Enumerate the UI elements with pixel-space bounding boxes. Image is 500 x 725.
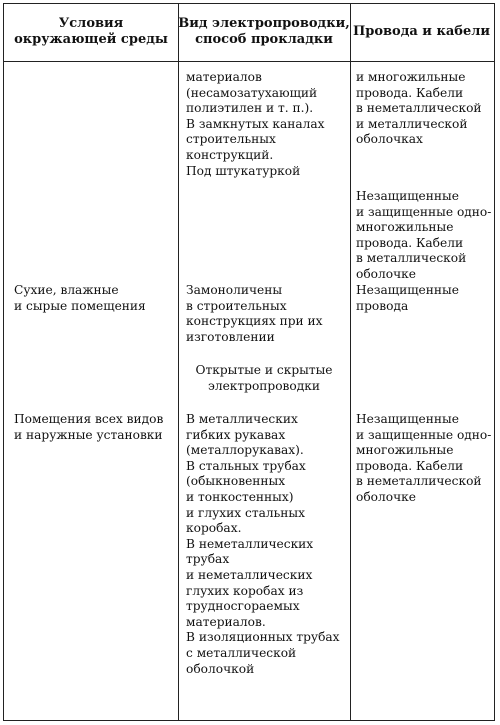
text-line: трубах [186,552,230,567]
text-line: и неметаллических [186,567,313,582]
text-line: и тонкостенных) [186,489,294,504]
text-line: и наружные установки [14,427,163,442]
text-line: материалов [186,70,262,84]
environment-block-2 [14,412,163,443]
header-wiring-line1: Вид электропроводки, [178,16,350,31]
wiring-block-2 [186,283,323,345]
text-line: провода. Кабели [356,458,464,473]
text-line: В стальных трубах [186,458,306,473]
text-line: и сырые помещения [14,298,146,313]
text-line: с металлической [186,645,297,660]
text-line: и защищенные одно- [356,427,492,442]
text-line: оболочке [356,266,416,281]
column-divider-1 [178,4,179,720]
text-line: провода. Кабели [356,235,464,250]
header-environment-line1: Условия [58,16,124,31]
text-line: В металлических [186,412,298,426]
column-divider-2 [350,4,351,720]
text-line: (несамозатухающий [186,85,318,100]
text-line: коробах. [186,521,242,536]
text-line: Замоноличены [186,283,283,297]
wiring-block-1 [186,70,324,179]
text-line: Под штукатуркой [186,163,301,178]
text-line: строительных [186,132,276,147]
cables-block-1 [356,70,482,148]
header-wiring-line2: способ прокладки [195,32,333,47]
text-line: изготовлении [186,329,275,344]
header-wires-cables [350,4,493,60]
text-line: и многожильные [356,70,466,84]
data-table [3,3,495,721]
text-line: глухих коробах из [186,583,304,598]
text-line: трудносгораемых [186,599,300,614]
table-header [4,4,494,62]
text-line: многожильные [356,220,454,235]
text-line: (обыкновенных [186,474,286,489]
text-line: полиэтилен и т. п.). [186,101,314,116]
text-line: оболочках [356,132,423,147]
text-line: в неметаллической [356,474,482,489]
text-line: Незащищенные [356,189,459,203]
text-line: в строительных [186,298,287,313]
text-line: оболочке [356,489,416,504]
text-line: материалов. [186,614,266,629]
text-line: многожильные [356,443,454,458]
text-line: и глухих стальных [186,505,305,520]
text-line: провода [356,298,409,313]
text-line: В замкнутых каналах [186,116,325,131]
text-line: Незащищенные [356,283,459,297]
text-line: Открытые и скрытые [195,363,333,377]
text-line: провода. Кабели [356,85,464,100]
text-line: в неметаллической [356,101,482,116]
text-line: Незащищенные [356,412,459,426]
cables-block-3 [356,283,459,314]
header-environment-line2: окружающей среды [14,32,168,47]
text-line: и защищенные одно- [356,204,492,219]
text-line: конструкций. [186,147,274,162]
text-line: Сухие, влажные [14,283,119,297]
text-line: электропроводки [208,378,320,393]
section-note [178,363,350,394]
text-line: (металлорукавах). [186,443,304,458]
text-line: оболочкой [186,661,255,676]
text-line: конструкциях при их [186,314,323,329]
environment-block-1 [14,283,146,314]
header-wires-line1: Провода и кабели [352,24,491,39]
text-line: Помещения всех видов [14,412,164,426]
header-wiring-type [178,4,350,60]
cables-block-2 [356,189,491,283]
text-line: В неметаллических [186,536,314,551]
text-line: и металлической [356,116,468,131]
text-line: гибких рукавах [186,427,286,442]
cables-block-4 [356,412,491,506]
wiring-block-3 [186,412,340,677]
header-environment [4,4,178,60]
text-line: в металлической [356,251,467,266]
text-line: В изоляционных трубах [186,630,340,645]
